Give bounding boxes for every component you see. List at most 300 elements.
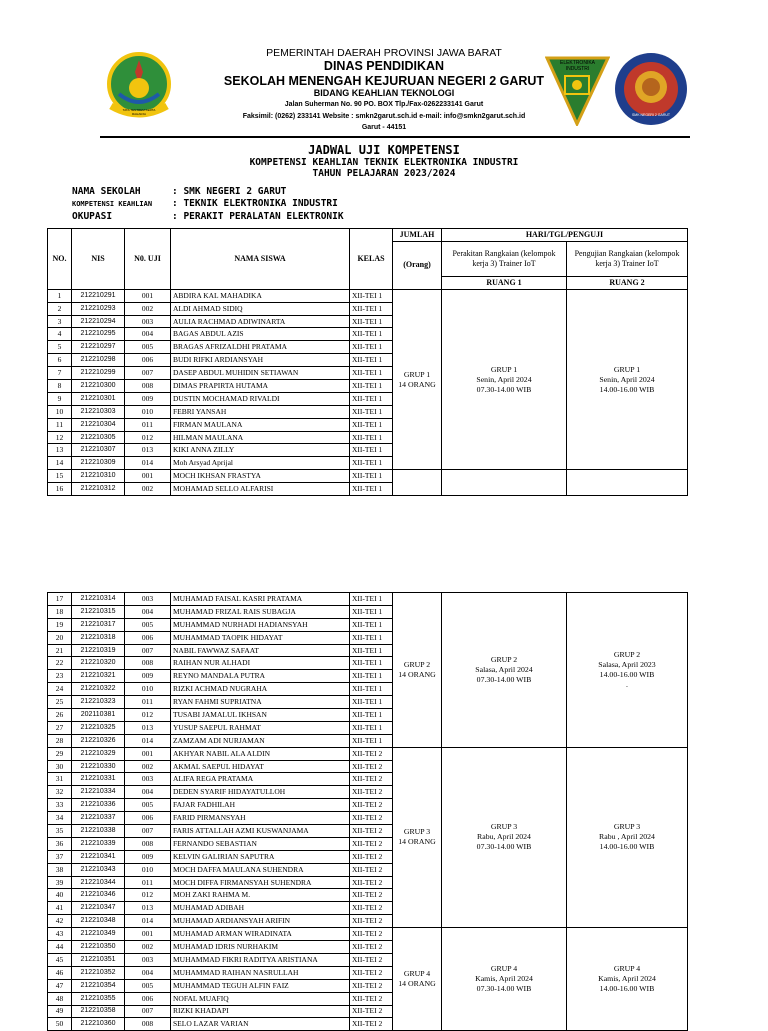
letterhead-school: SEKOLAH MENENGAH KEJURUAN NEGERI 2 GARUT bbox=[223, 74, 545, 88]
row-no: 42 bbox=[48, 915, 72, 928]
row-no-uji: 004 bbox=[125, 966, 171, 979]
row-nama: YUSUP SAEPUL RAHMAT bbox=[171, 721, 350, 734]
row-no-uji: 002 bbox=[125, 941, 171, 954]
row-nis: 212210329 bbox=[72, 747, 125, 760]
row-nis: 212210348 bbox=[72, 915, 125, 928]
table-row bbox=[48, 470, 688, 483]
row-kelas: XII-TEI 1 bbox=[350, 392, 393, 405]
row-no-uji: 004 bbox=[125, 328, 171, 341]
row-no-uji: 007 bbox=[125, 825, 171, 838]
row-kelas: XII-TEI 1 bbox=[350, 328, 393, 341]
row-no: 22 bbox=[48, 657, 72, 670]
row-nama: MUHAMMAD NURHADI HADIANSYAH bbox=[171, 618, 350, 631]
row-no: 36 bbox=[48, 837, 72, 850]
row-nama: FEBRI YANSAH bbox=[171, 405, 350, 418]
row-nama: FERNANDO SEBASTIAN bbox=[171, 837, 350, 850]
row-nis: 212210309 bbox=[72, 457, 125, 470]
row-no: 43 bbox=[48, 928, 72, 941]
row-no: 19 bbox=[48, 618, 72, 631]
row-no-uji: 003 bbox=[125, 773, 171, 786]
row-no: 50 bbox=[48, 1018, 72, 1031]
row-nama: KELVIN GALIRIAN SAPUTRA bbox=[171, 850, 350, 863]
row-nis: 212210315 bbox=[72, 605, 125, 618]
row-no: 30 bbox=[48, 760, 72, 773]
row-no-uji: 003 bbox=[125, 315, 171, 328]
row-nama: ALDI AHMAD SIDIQ bbox=[171, 302, 350, 315]
row-nama: MOCH IKHSAN FRASTYA bbox=[171, 470, 350, 483]
row-nama: SELO LAZAR VARIAN bbox=[171, 1018, 350, 1031]
row-kelas: XII-TEI 1 bbox=[350, 483, 393, 496]
row-no: 38 bbox=[48, 863, 72, 876]
letterhead-postal: Garut - 44151 bbox=[361, 124, 407, 131]
row-no: 4 bbox=[48, 328, 72, 341]
group-ruang2: GRUP 2 Salasa, April 2023 14.00-16.00 WIB . bbox=[567, 593, 688, 748]
row-nis: 212210293 bbox=[72, 302, 125, 315]
row-no-uji: 013 bbox=[125, 902, 171, 915]
row-no-uji: 003 bbox=[125, 953, 171, 966]
row-kelas: XII-TEI 2 bbox=[350, 773, 393, 786]
row-no: 21 bbox=[48, 644, 72, 657]
row-kelas: XII-TEI 1 bbox=[350, 657, 393, 670]
row-no: 31 bbox=[48, 773, 72, 786]
row-nis: 212210298 bbox=[72, 354, 125, 367]
row-kelas: XII-TEI 1 bbox=[350, 683, 393, 696]
row-nama: MUHAMMAD TAOPIK HIDAYAT bbox=[171, 631, 350, 644]
row-nama: MUHAMAD ARDIANSYAH ARIFIN bbox=[171, 915, 350, 928]
row-kelas: XII-TEI 1 bbox=[350, 418, 393, 431]
row-no: 20 bbox=[48, 631, 72, 644]
row-nis: 212210312 bbox=[72, 483, 125, 496]
table-row bbox=[48, 289, 688, 302]
row-kelas: XII-TEI 2 bbox=[350, 1018, 393, 1031]
row-no: 8 bbox=[48, 380, 72, 393]
row-nis: 212210360 bbox=[72, 1018, 125, 1031]
row-kelas: XII-TEI 1 bbox=[350, 315, 393, 328]
row-kelas: XII-TEI 1 bbox=[350, 605, 393, 618]
info-competency: KOMPETENSI KEAHLIAN : TEKNIK ELEKTRONIKA INDUSTRI bbox=[72, 198, 338, 209]
row-no: 10 bbox=[48, 405, 72, 418]
header-hari: HARI/TGL/PENGUJI bbox=[442, 229, 688, 242]
row-no: 29 bbox=[48, 747, 72, 760]
row-nama: DUSTIN MOCHAMAD RIVALDI bbox=[171, 392, 350, 405]
row-kelas: XII-TEI 2 bbox=[350, 863, 393, 876]
row-nis: 212210344 bbox=[72, 876, 125, 889]
group-ruang1: GRUP 1 Senin, April 2024 07.30-14.00 WIB bbox=[442, 289, 567, 469]
schedule-table-page1 bbox=[47, 228, 688, 496]
row-no-uji: 013 bbox=[125, 721, 171, 734]
row-kelas: XII-TEI 2 bbox=[350, 837, 393, 850]
row-no-uji: 001 bbox=[125, 928, 171, 941]
header-ruang1: RUANG 1 bbox=[442, 276, 567, 289]
row-kelas: XII-TEI 1 bbox=[350, 302, 393, 315]
info-school: NAMA SEKOLAH : SMK NEGERI 2 GARUT bbox=[72, 186, 287, 197]
row-no-uji: 012 bbox=[125, 431, 171, 444]
row-no: 40 bbox=[48, 889, 72, 902]
row-nis: 212210343 bbox=[72, 863, 125, 876]
row-nama: NOFAL MUAFIQ bbox=[171, 992, 350, 1005]
row-nama: DEDEN SYARIF HIDAYATULLOH bbox=[171, 786, 350, 799]
row-kelas: XII-TEI 1 bbox=[350, 431, 393, 444]
row-kelas: XII-TEI 2 bbox=[350, 812, 393, 825]
row-kelas: XII-TEI 1 bbox=[350, 289, 393, 302]
group-ruang1: GRUP 4 Kamis, April 2024 07.30-14.00 WIB bbox=[442, 928, 567, 1031]
row-no: 15 bbox=[48, 470, 72, 483]
row-nis: 212210305 bbox=[72, 431, 125, 444]
row-nama: RIZKI KHADAPI bbox=[171, 1005, 350, 1018]
row-nis: 212210325 bbox=[72, 721, 125, 734]
row-kelas: XII-TEI 1 bbox=[350, 721, 393, 734]
row-kelas: XII-TEI 2 bbox=[350, 799, 393, 812]
group-ruang2: GRUP 4 Kamis, April 2024 14.00-16.00 WIB bbox=[567, 928, 688, 1031]
row-kelas: XII-TEI 1 bbox=[350, 709, 393, 722]
row-no-uji: 002 bbox=[125, 483, 171, 496]
header-no-uji: N0. UJI bbox=[125, 229, 171, 290]
row-nama: MUHAMMAD RAIHAN NASRULLAH bbox=[171, 966, 350, 979]
row-nis: 212210339 bbox=[72, 837, 125, 850]
row-no: 26 bbox=[48, 709, 72, 722]
row-no-uji: 002 bbox=[125, 760, 171, 773]
row-nis: 212210317 bbox=[72, 618, 125, 631]
row-no: 13 bbox=[48, 444, 72, 457]
row-no-uji: 011 bbox=[125, 876, 171, 889]
row-nama: MOCH DAFFA MAULANA SUHENDRA bbox=[171, 863, 350, 876]
row-no-uji: 010 bbox=[125, 405, 171, 418]
header-nama: NAMA SISWA bbox=[171, 229, 350, 290]
row-no: 33 bbox=[48, 799, 72, 812]
row-no: 44 bbox=[48, 941, 72, 954]
letterhead-government: PEMERINTAH DAERAH PROVINSI JAWA BARAT bbox=[266, 47, 502, 59]
row-kelas: XII-TEI 2 bbox=[350, 747, 393, 760]
row-kelas: XII-TEI 1 bbox=[350, 341, 393, 354]
row-nama: RIZKI ACHMAD NUGRAHA bbox=[171, 683, 350, 696]
row-nama: FIRMAN MAULANA bbox=[171, 418, 350, 431]
row-no: 3 bbox=[48, 315, 72, 328]
row-nama: FAJAR FADHILAH bbox=[171, 799, 350, 812]
row-no: 24 bbox=[48, 683, 72, 696]
row-no-uji: 003 bbox=[125, 593, 171, 606]
row-nis: 212210341 bbox=[72, 850, 125, 863]
row-nama: MOHAMAD SELLO ALFARISI bbox=[171, 483, 350, 496]
row-no-uji: 012 bbox=[125, 889, 171, 902]
row-kelas: XII-TEI 1 bbox=[350, 593, 393, 606]
row-kelas: XII-TEI 1 bbox=[350, 444, 393, 457]
row-no-uji: 006 bbox=[125, 812, 171, 825]
group-jumlah: GRUP 1 14 ORANG bbox=[393, 289, 442, 469]
row-nama: MOCH DIFFA FIRMANSYAH SUHENDRA bbox=[171, 876, 350, 889]
row-nis: 212210347 bbox=[72, 902, 125, 915]
row-no-uji: 009 bbox=[125, 850, 171, 863]
emblem-motto: TATA TENTREM KERTA RAHARJA bbox=[122, 108, 156, 116]
row-nis: 212210336 bbox=[72, 799, 125, 812]
elektronika-logo-text: ELEKTRONIKA INDUSTRI bbox=[559, 60, 595, 72]
row-no: 23 bbox=[48, 670, 72, 683]
row-no: 46 bbox=[48, 966, 72, 979]
row-kelas: XII-TEI 1 bbox=[350, 470, 393, 483]
row-nama: FARIS ATTALLAH AZMI KUSWANJAMA bbox=[171, 825, 350, 838]
row-kelas: XII-TEI 1 bbox=[350, 380, 393, 393]
row-kelas: XII-TEI 1 bbox=[350, 405, 393, 418]
row-nis: 212210346 bbox=[72, 889, 125, 902]
row-no-uji: 010 bbox=[125, 863, 171, 876]
row-no-uji: 006 bbox=[125, 631, 171, 644]
row-nama: RAIHAN NUR ALHADI bbox=[171, 657, 350, 670]
row-kelas: XII-TEI 1 bbox=[350, 618, 393, 631]
row-no: 28 bbox=[48, 734, 72, 747]
row-nis: 212210299 bbox=[72, 367, 125, 380]
row-nama: RYAN FAHMI SUPRIATNA bbox=[171, 696, 350, 709]
row-no-uji: 014 bbox=[125, 915, 171, 928]
row-nis: 212210320 bbox=[72, 657, 125, 670]
row-no-uji: 004 bbox=[125, 786, 171, 799]
row-no-uji: 004 bbox=[125, 605, 171, 618]
letterhead-divider bbox=[100, 136, 690, 138]
header-nis: NIS bbox=[72, 229, 125, 290]
header-ruang2: RUANG 2 bbox=[567, 276, 688, 289]
row-kelas: XII-TEI 2 bbox=[350, 786, 393, 799]
row-nis: 212210319 bbox=[72, 644, 125, 657]
row-no-uji: 014 bbox=[125, 734, 171, 747]
row-no: 48 bbox=[48, 992, 72, 1005]
header-perakitan: Perakitan Rangkaian (kelompok kerja 3) Trainer IoT bbox=[442, 241, 567, 276]
row-kelas: XII-TEI 2 bbox=[350, 825, 393, 838]
row-no: 14 bbox=[48, 457, 72, 470]
row-no: 32 bbox=[48, 786, 72, 799]
row-kelas: XII-TEI 1 bbox=[350, 631, 393, 644]
row-no-uji: 011 bbox=[125, 418, 171, 431]
row-kelas: XII-TEI 1 bbox=[350, 734, 393, 747]
row-nama: BRAGAS AFRIZALDHI PRATAMA bbox=[171, 341, 350, 354]
row-nama: HILMAN MAULANA bbox=[171, 431, 350, 444]
row-no-uji: 009 bbox=[125, 392, 171, 405]
row-nama: DIMAS PRAPIRTA HUTAMA bbox=[171, 380, 350, 393]
header-jumlah: JUMLAH bbox=[393, 229, 442, 242]
row-kelas: XII-TEI 2 bbox=[350, 966, 393, 979]
row-nis: 212210338 bbox=[72, 825, 125, 838]
row-no-uji: 011 bbox=[125, 696, 171, 709]
letterhead-contact: Faksimil: (0262) 233141 Website : smkn2garut.sch.id e-mail: info@smkn2garut.sch.id bbox=[242, 113, 526, 120]
row-nis: 212210350 bbox=[72, 941, 125, 954]
row-no-uji: 012 bbox=[125, 709, 171, 722]
row-nama: NABIL FAWWAZ SAFAAT bbox=[171, 644, 350, 657]
row-nama: BUDI RIFKI ARDIANSYAH bbox=[171, 354, 350, 367]
row-no-uji: 008 bbox=[125, 380, 171, 393]
row-nama: ALIFA REGA PRATAMA bbox=[171, 773, 350, 786]
row-no: 2 bbox=[48, 302, 72, 315]
row-kelas: XII-TEI 1 bbox=[350, 354, 393, 367]
row-no: 12 bbox=[48, 431, 72, 444]
row-nis: 212210349 bbox=[72, 928, 125, 941]
table-row bbox=[48, 593, 688, 606]
row-nis: 212210303 bbox=[72, 405, 125, 418]
row-no: 39 bbox=[48, 876, 72, 889]
row-no: 5 bbox=[48, 341, 72, 354]
row-nama: ABDIRA KAL MAHADIKA bbox=[171, 289, 350, 302]
row-nis: 212210300 bbox=[72, 380, 125, 393]
header-kelas: KELAS bbox=[350, 229, 393, 290]
table-row bbox=[48, 928, 688, 941]
row-nama: ZAMZAM ADI NURJAMAN bbox=[171, 734, 350, 747]
row-kelas: XII-TEI 2 bbox=[350, 1005, 393, 1018]
row-nis: 212210310 bbox=[72, 470, 125, 483]
row-no-uji: 010 bbox=[125, 683, 171, 696]
row-nis: 212210318 bbox=[72, 631, 125, 644]
row-nama: AULIA RACHMAD ADIWINARTA bbox=[171, 315, 350, 328]
group-ruang2: GRUP 1 Senin, April 2024 14.00-16.00 WIB bbox=[567, 289, 688, 469]
row-no-uji: 008 bbox=[125, 657, 171, 670]
row-kelas: XII-TEI 1 bbox=[350, 696, 393, 709]
row-kelas: XII-TEI 2 bbox=[350, 979, 393, 992]
row-no: 18 bbox=[48, 605, 72, 618]
row-no: 27 bbox=[48, 721, 72, 734]
row-no-uji: 007 bbox=[125, 644, 171, 657]
row-no-uji: 005 bbox=[125, 799, 171, 812]
row-no: 16 bbox=[48, 483, 72, 496]
group-jumlah-cont bbox=[393, 470, 442, 496]
row-nama: KIKI ANNA ZILLY bbox=[171, 444, 350, 457]
row-no-uji: 013 bbox=[125, 444, 171, 457]
row-no: 41 bbox=[48, 902, 72, 915]
row-no-uji: 001 bbox=[125, 747, 171, 760]
header-pengujian: Pengujian Rangkaian (kelompok kerja 3) Trainer IoT bbox=[567, 241, 688, 276]
row-nama: MUHAMAD FAISAL KASRI PRATAMA bbox=[171, 593, 350, 606]
row-nis: 212210337 bbox=[72, 812, 125, 825]
row-nama: MUHAMAD ADIBAH bbox=[171, 902, 350, 915]
row-nis: 202110381 bbox=[72, 709, 125, 722]
row-nis: 212210321 bbox=[72, 670, 125, 683]
letterhead-department: DINAS PENDIDIKAN bbox=[323, 59, 445, 73]
row-kelas: XII-TEI 1 bbox=[350, 670, 393, 683]
table-row bbox=[48, 747, 688, 760]
row-kelas: XII-TEI 2 bbox=[350, 992, 393, 1005]
row-nis: 212210307 bbox=[72, 444, 125, 457]
row-nama: AKMAL SAEPUL HIDAYAT bbox=[171, 760, 350, 773]
row-no: 6 bbox=[48, 354, 72, 367]
schedule-table-page2 bbox=[47, 592, 688, 1031]
row-nama: Moh Arsyad Aprijal bbox=[171, 457, 350, 470]
group-jumlah: GRUP 2 14 ORANG bbox=[393, 593, 442, 748]
row-no-uji: 008 bbox=[125, 1018, 171, 1031]
row-nis: 212210301 bbox=[72, 392, 125, 405]
row-nis: 212210330 bbox=[72, 760, 125, 773]
doc-title: JADWAL UJI KOMPETENSI bbox=[308, 143, 460, 157]
row-nis: 212210304 bbox=[72, 418, 125, 431]
row-no-uji: 005 bbox=[125, 618, 171, 631]
row-nis: 212210334 bbox=[72, 786, 125, 799]
row-no-uji: 007 bbox=[125, 1005, 171, 1018]
group-ruang2-cont bbox=[567, 470, 688, 496]
row-no: 49 bbox=[48, 1005, 72, 1018]
row-kelas: XII-TEI 2 bbox=[350, 953, 393, 966]
row-no-uji: 006 bbox=[125, 992, 171, 1005]
group-ruang2: GRUP 3 Rabu , April 2024 14.00-16.00 WIB bbox=[567, 747, 688, 927]
header-no: NO. bbox=[48, 229, 72, 290]
row-no-uji: 001 bbox=[125, 470, 171, 483]
row-nis: 212210355 bbox=[72, 992, 125, 1005]
row-nama: MUHAMAD ARMAN WIRADINATA bbox=[171, 928, 350, 941]
smkn2-garut-logo bbox=[613, 51, 689, 127]
row-nis: 212210322 bbox=[72, 683, 125, 696]
row-nama: MOH ZAKI RAHMA M. bbox=[171, 889, 350, 902]
row-kelas: XII-TEI 2 bbox=[350, 760, 393, 773]
row-nama: MUHAMMAD FIKRI RADITYA ARISTIANA bbox=[171, 953, 350, 966]
row-no-uji: 006 bbox=[125, 354, 171, 367]
row-nama: REYNO MANDALA PUTRA bbox=[171, 670, 350, 683]
row-no: 47 bbox=[48, 979, 72, 992]
row-nis: 212210323 bbox=[72, 696, 125, 709]
row-no: 7 bbox=[48, 367, 72, 380]
letterhead-field: BIDANG KEAHLIAN TEKNOLOGI bbox=[313, 88, 455, 98]
row-kelas: XII-TEI 2 bbox=[350, 928, 393, 941]
row-nis: 212210326 bbox=[72, 734, 125, 747]
row-no: 17 bbox=[48, 593, 72, 606]
row-no: 1 bbox=[48, 289, 72, 302]
row-no: 35 bbox=[48, 825, 72, 838]
row-nama: BAGAS ABDUL AZIS bbox=[171, 328, 350, 341]
row-nama: DASEP ABDUL MUHIDIN SETIAWAN bbox=[171, 367, 350, 380]
row-nama: TUSABI JAMALUL IKHSAN bbox=[171, 709, 350, 722]
group-jumlah: GRUP 3 14 ORANG bbox=[393, 747, 442, 927]
row-no: 34 bbox=[48, 812, 72, 825]
row-nama: AKHYAR NABIL ALA ALDIN bbox=[171, 747, 350, 760]
row-nama: MUHAMAD IDRIS NURHAKIM bbox=[171, 941, 350, 954]
row-no: 9 bbox=[48, 392, 72, 405]
group-jumlah: GRUP 4 14 ORANG bbox=[393, 928, 442, 1031]
row-kelas: XII-TEI 2 bbox=[350, 889, 393, 902]
doc-subtitle: KOMPETENSI KEAHLIAN TEKNIK ELEKTRONIKA INDUSTRI bbox=[249, 157, 519, 168]
row-kelas: XII-TEI 1 bbox=[350, 644, 393, 657]
row-nis: 212210352 bbox=[72, 966, 125, 979]
row-nis: 212210358 bbox=[72, 1005, 125, 1018]
row-kelas: XII-TEI 2 bbox=[350, 850, 393, 863]
row-nis: 212210331 bbox=[72, 773, 125, 786]
row-nis: 212210294 bbox=[72, 315, 125, 328]
row-nama: MUHAMAD FRIZAL RAIS SUBAGJA bbox=[171, 605, 350, 618]
row-nis: 212210351 bbox=[72, 953, 125, 966]
row-no: 25 bbox=[48, 696, 72, 709]
row-no: 45 bbox=[48, 953, 72, 966]
group-ruang1-cont bbox=[442, 470, 567, 496]
row-kelas: XII-TEI 1 bbox=[350, 457, 393, 470]
row-kelas: XII-TEI 2 bbox=[350, 876, 393, 889]
row-nama: MUHAMMAD TEGUH ALFIN FAIZ bbox=[171, 979, 350, 992]
letterhead-address: Jalan Suherman No. 90 PO. BOX Tlp./Fax-0262233141 Garut bbox=[284, 101, 484, 108]
row-kelas: XII-TEI 2 bbox=[350, 941, 393, 954]
row-no-uji: 002 bbox=[125, 302, 171, 315]
row-no: 11 bbox=[48, 418, 72, 431]
row-no-uji: 005 bbox=[125, 979, 171, 992]
row-no-uji: 007 bbox=[125, 367, 171, 380]
row-nis: 212210297 bbox=[72, 341, 125, 354]
row-nis: 212210354 bbox=[72, 979, 125, 992]
row-nama: FARID PIRMANSYAH bbox=[171, 812, 350, 825]
group-ruang1: GRUP 2 Salasa, April 2024 07.30-14.00 WIB bbox=[442, 593, 567, 748]
smkn2-logo-text: SMK NEGERI 2 GARUT bbox=[631, 113, 671, 117]
row-no-uji: 001 bbox=[125, 289, 171, 302]
row-no-uji: 008 bbox=[125, 837, 171, 850]
row-no-uji: 009 bbox=[125, 670, 171, 683]
group-ruang1: GRUP 3 Rabu, April 2024 07.30-14.00 WIB bbox=[442, 747, 567, 927]
row-kelas: XII-TEI 2 bbox=[350, 902, 393, 915]
row-nis: 212210314 bbox=[72, 593, 125, 606]
row-no: 37 bbox=[48, 850, 72, 863]
info-occupation: OKUPASI : PERAKIT PERALATAN ELEKTRONIK bbox=[72, 211, 344, 222]
header-orang: (Orang) bbox=[393, 241, 442, 289]
doc-year: TAHUN PELAJARAN 2023/2024 bbox=[312, 168, 456, 179]
row-no-uji: 014 bbox=[125, 457, 171, 470]
row-kelas: XII-TEI 2 bbox=[350, 915, 393, 928]
row-nis: 212210295 bbox=[72, 328, 125, 341]
row-kelas: XII-TEI 1 bbox=[350, 367, 393, 380]
